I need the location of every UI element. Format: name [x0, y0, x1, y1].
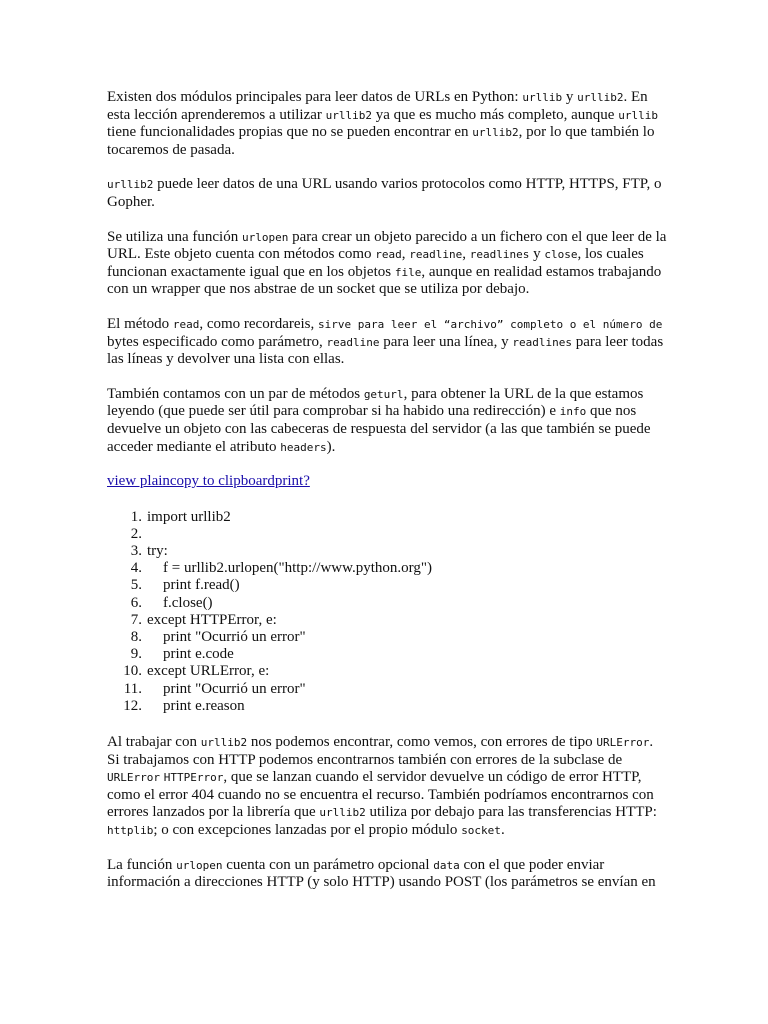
text: La función [107, 856, 177, 873]
inline-code: urlopen [176, 858, 223, 872]
code-line-number: 2. [130, 525, 142, 542]
inline-code: socket [461, 823, 501, 837]
text: Se utiliza una función [107, 228, 242, 245]
code-line [107, 595, 667, 612]
inline-code: data [433, 858, 460, 872]
code-line-text: except URLError, e: [147, 663, 270, 680]
text: para leer una línea, y [379, 333, 513, 350]
code-line-text: f.close() [163, 594, 213, 611]
inline-code: read [375, 248, 402, 262]
inline-code: urllib2 [577, 91, 624, 104]
code-line [107, 543, 667, 560]
inline-code: readline [409, 248, 463, 262]
inline-code: URLError [596, 735, 650, 749]
code-line [107, 698, 667, 715]
code-line-number: 3. [130, 543, 142, 560]
code-line-text: import urllib2 [147, 508, 231, 525]
paragraph-errors [107, 734, 667, 840]
inline-code: read [172, 317, 200, 331]
code-line-number: 8. [130, 629, 142, 645]
code-line-text: print e.code [163, 646, 234, 663]
code-line-number: 11. [123, 680, 142, 697]
text: con el que poder enviar información a direcciones HTTP (y solo HTTP) usando POST (los parámetros se envían en [107, 856, 656, 891]
code-line-text: print e.reason [163, 697, 245, 714]
text: ya que es mucho más completo, aunque [372, 106, 619, 123]
paragraph-data-param [107, 857, 667, 892]
paragraph-read-method [107, 316, 667, 369]
inline-code: urllib2 [325, 108, 373, 122]
inline-code: urllib2 [472, 126, 519, 140]
inline-code: file [394, 265, 422, 279]
inline-code: urllib2 [107, 178, 154, 192]
text: , para obtener la URL de la que estamos leyendo (que puede ser útil para comprobar si ha habido una redirección) e [107, 385, 644, 420]
code-line [107, 509, 667, 526]
code-line-text: print "Ocurrió un error" [163, 629, 306, 645]
text: tiene funcionalidades propias que no se pueden encontrar en [107, 124, 473, 141]
code-line-number: 7. [130, 611, 142, 628]
inline-code: geturl [363, 387, 404, 401]
inline-code: URLError [107, 771, 160, 785]
text: nos podemos encontrar, como vemos, con errores de tipo [247, 733, 597, 750]
text: . En esta lección aprenderemos a utilizar [107, 89, 648, 123]
text: y [529, 246, 545, 263]
code-line-number: 4. [130, 560, 142, 577]
code-listing [107, 509, 667, 715]
text: bytes especificado como parámetro, [107, 333, 327, 350]
text: . [500, 821, 505, 838]
code-line-text: print "Ocurrió un error" [163, 680, 306, 697]
code-line-number: 6. [130, 594, 142, 611]
text: para crear un objeto parecido a un fichero con el que leer de la URL. Este objeto cuenta con métodos como [107, 228, 667, 263]
inline-code: urllib [522, 91, 563, 104]
text: También contamos con un par de métodos [107, 385, 364, 402]
text: que nos devuelve un objeto con las cabeceras de respuesta del servidor (a las que también se puede acceder mediante el atributo [107, 403, 651, 455]
view-plain-copy-link[interactable]: view plaincopy to clipboardprint? [107, 473, 310, 490]
inline-code: httplib [107, 823, 154, 837]
code-line-number: 12. [123, 697, 142, 714]
code-line [107, 612, 667, 629]
text: puede leer datos de una URL usando varios protocolos como HTTP, HTTPS, FTP, o Gopher. [107, 176, 662, 210]
text: y [562, 89, 578, 105]
inline-code: readline [326, 335, 380, 349]
code-line-number: 9. [130, 646, 142, 663]
inline-code: urlopen [241, 230, 289, 244]
paragraph-urlopen [107, 229, 667, 299]
inline-code: urllib2 [200, 735, 248, 749]
code-line [107, 646, 667, 663]
link-paragraph [107, 473, 667, 491]
text: , como recordareis, [199, 315, 319, 332]
text: , los cuales funcionan exactamente igual que en los objetos [107, 246, 644, 280]
text: ). [326, 438, 336, 455]
paragraph-intro [107, 89, 667, 159]
inline-code: info [559, 405, 587, 419]
code-line [107, 560, 667, 577]
text: ; o con excepciones lanzadas por el propio módulo [153, 821, 462, 838]
inline-code: headers [280, 440, 327, 454]
text: , que se lanzan cuando el servidor devuelve un código de error HTTP, como el error 404 cuando no se encuentra el recurso. También podríamos encontrarnos con errores lanzados por la librería que [107, 769, 654, 821]
inline-code: urllib2 [319, 806, 366, 820]
code-line [107, 663, 667, 680]
inline-code: close [544, 248, 578, 262]
text: utiliza por debajo para las transferencias HTTP: [365, 804, 657, 821]
text: Al trabajar con [107, 733, 201, 750]
code-line-number: 5. [130, 577, 142, 594]
mono-text: sirve para leer el “archivo” completo o el número de [318, 317, 663, 331]
paragraph-protocols [107, 176, 667, 211]
text: , aunque en realidad estamos trabajando con un wrapper que nos abstrae de un socket que se utiliza por debajo. [107, 263, 662, 298]
text: para leer todas las líneas y devolver una lista con ellas. [107, 333, 664, 368]
code-line-number: 10. [123, 663, 142, 680]
code-line [107, 681, 667, 698]
inline-code: readlines [512, 335, 572, 349]
code-line-text: print f.read() [163, 577, 240, 594]
text: , [462, 246, 470, 263]
text: El método [107, 315, 173, 332]
text: , por lo que también lo tocaremos de pasada. [107, 124, 655, 158]
code-line [107, 577, 667, 594]
text: . Si trabajamos con HTTP podemos encontrarnos también con errores de la subclase de [107, 733, 654, 768]
code-line-text: try: [147, 543, 168, 560]
paragraph-geturl-info [107, 386, 667, 456]
code-line-text: except HTTPError, e: [147, 611, 277, 628]
code-line [107, 629, 667, 646]
inline-code: HTTPError [163, 771, 224, 785]
text: cuenta con un parámetro opcional [222, 856, 434, 873]
code-line-number: 1. [130, 508, 142, 525]
code-line [107, 526, 667, 543]
inline-code: urllib [618, 108, 658, 122]
document-body [107, 89, 667, 892]
text: Existen dos módulos principales para leer datos de URLs en Python: [107, 89, 523, 105]
text: , [401, 246, 410, 263]
code-line-text: f = urllib2.urlopen("http://www.python.org") [163, 560, 433, 577]
inline-code: readlines [469, 248, 530, 262]
